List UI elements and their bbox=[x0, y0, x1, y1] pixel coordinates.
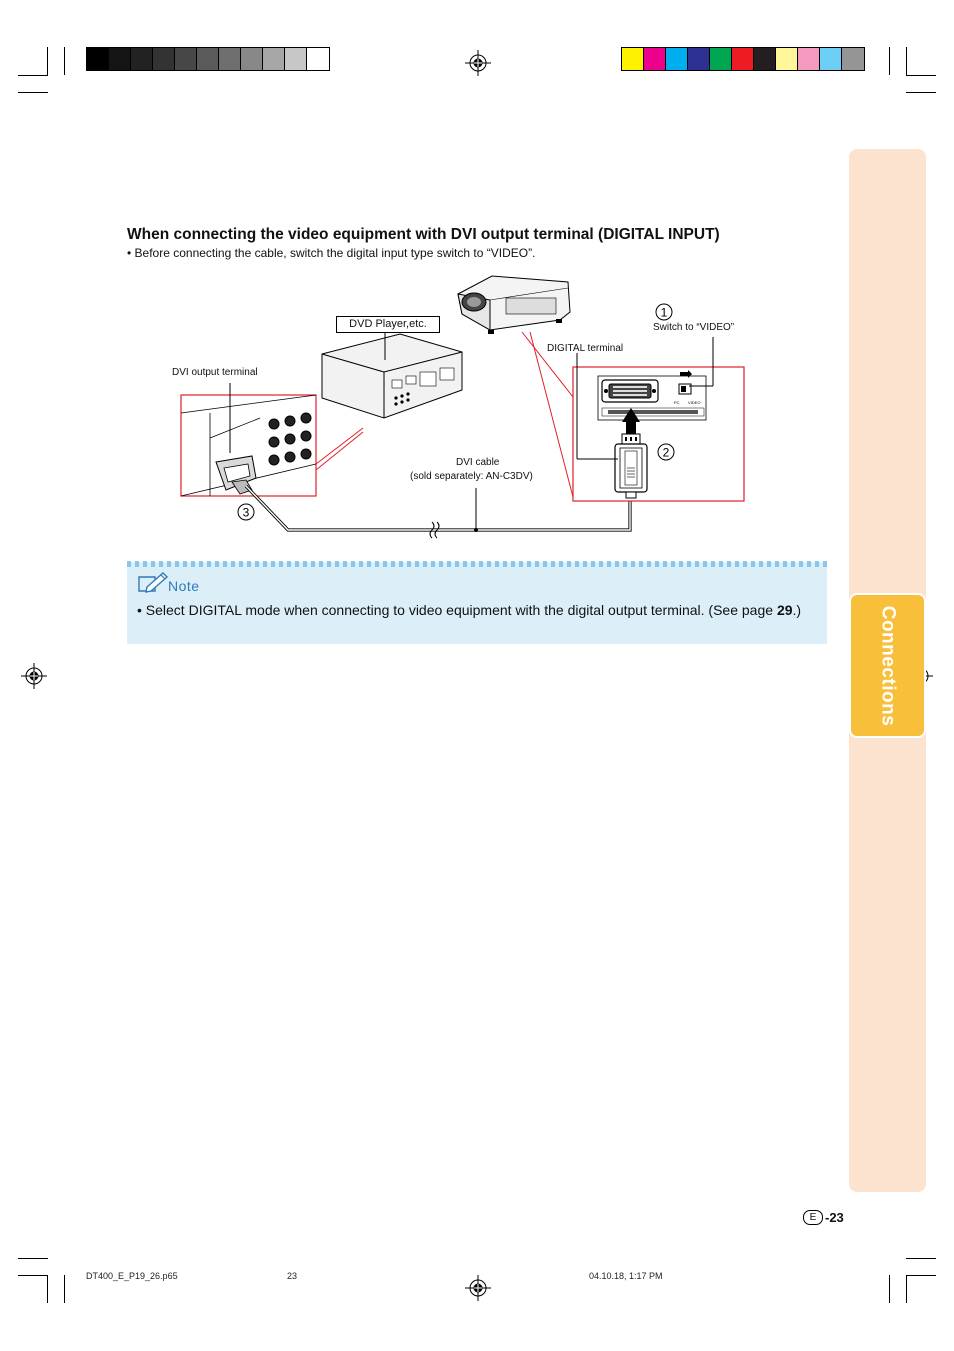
crop-mark bbox=[47, 47, 48, 75]
dvi-cable-label: DVI cable bbox=[456, 457, 500, 468]
dvi-output-terminal-label: DVI output terminal bbox=[172, 367, 258, 378]
crop-mark bbox=[906, 1258, 936, 1259]
registration-target-icon bbox=[465, 50, 491, 76]
crop-mark bbox=[47, 1275, 48, 1303]
dvd-player-illustration bbox=[322, 334, 462, 418]
gray-swatch bbox=[307, 48, 329, 70]
footer-date: 04.10.18, 1:17 PM bbox=[589, 1271, 663, 1281]
projector-digital-panel bbox=[598, 370, 706, 420]
gray-swatch bbox=[285, 48, 307, 70]
crop-mark bbox=[18, 75, 48, 76]
note-text: • Select DIGITAL mode when connecting to video equipment with the digital output terminal. (See page 29.) bbox=[137, 602, 802, 618]
crop-mark bbox=[906, 1275, 936, 1276]
crop-mark bbox=[906, 47, 907, 75]
side-tab-label: Connections bbox=[877, 605, 899, 726]
note-dashed-border bbox=[127, 561, 827, 567]
gray-swatch bbox=[153, 48, 175, 70]
svg-text:VIDEO: VIDEO bbox=[688, 400, 701, 405]
color-swatch bbox=[710, 48, 732, 70]
footer-filename: DT400_E_P19_26.p65 bbox=[86, 1271, 178, 1281]
color-swatch bbox=[842, 48, 864, 70]
color-swatch bbox=[776, 48, 798, 70]
color-swatch bbox=[622, 48, 644, 70]
gray-swatch bbox=[263, 48, 285, 70]
page-reference: 29 bbox=[776, 602, 793, 618]
dvi-plug-illustration bbox=[615, 434, 647, 498]
crop-mark bbox=[906, 75, 936, 76]
registration-target-icon bbox=[465, 1275, 491, 1301]
color-swatch bbox=[688, 48, 710, 70]
registration-target-icon bbox=[21, 663, 47, 689]
color-swatch bbox=[666, 48, 688, 70]
instruction-bullet: • Before connecting the cable, switch the digital input type switch to “VIDEO”. bbox=[127, 246, 536, 260]
color-swatch bbox=[798, 48, 820, 70]
gray-swatch bbox=[175, 48, 197, 70]
digital-terminal-label: DIGITAL terminal bbox=[547, 343, 624, 354]
crop-mark bbox=[18, 1258, 48, 1259]
crop-mark bbox=[906, 1275, 907, 1303]
crop-mark bbox=[18, 92, 48, 93]
page-number: E -23 bbox=[803, 1210, 844, 1225]
gray-swatch bbox=[197, 48, 219, 70]
projector-illustration bbox=[458, 276, 570, 334]
gray-swatch bbox=[87, 48, 109, 70]
pencil-note-icon bbox=[137, 571, 169, 595]
crop-mark bbox=[889, 47, 890, 75]
gray-swatch bbox=[219, 48, 241, 70]
switch-to-video-label: Switch to “VIDEO” bbox=[653, 322, 735, 333]
crop-mark bbox=[889, 1275, 890, 1303]
crop-mark bbox=[64, 1275, 65, 1303]
svg-text:1: 1 bbox=[660, 305, 668, 320]
color-swatch bbox=[754, 48, 776, 70]
color-swatch bbox=[820, 48, 842, 70]
note-title: Note bbox=[168, 578, 200, 594]
connection-diagram bbox=[170, 268, 770, 548]
dvd-player-label: DVD Player,etc. bbox=[336, 316, 440, 333]
crop-mark bbox=[64, 47, 65, 75]
section-heading: When connecting the video equipment with DVI output terminal (DIGITAL INPUT) bbox=[127, 226, 720, 243]
language-e-badge: E bbox=[803, 1210, 823, 1225]
gray-swatch bbox=[109, 48, 131, 70]
svg-text:3: 3 bbox=[242, 505, 250, 520]
svg-text:PC: PC bbox=[674, 400, 680, 405]
footer-page: 23 bbox=[287, 1271, 298, 1281]
crop-mark bbox=[906, 92, 936, 93]
svg-text:2: 2 bbox=[662, 445, 670, 460]
gray-swatch bbox=[241, 48, 263, 70]
gray-swatch bbox=[131, 48, 153, 70]
color-swatch bbox=[644, 48, 666, 70]
color-swatch bbox=[732, 48, 754, 70]
grayscale-calibration-bar bbox=[86, 47, 330, 71]
crop-mark bbox=[18, 1275, 48, 1276]
color-calibration-bar bbox=[621, 47, 865, 71]
dvi-cable-sold-separately-label: (sold separately: AN-C3DV) bbox=[410, 471, 533, 482]
